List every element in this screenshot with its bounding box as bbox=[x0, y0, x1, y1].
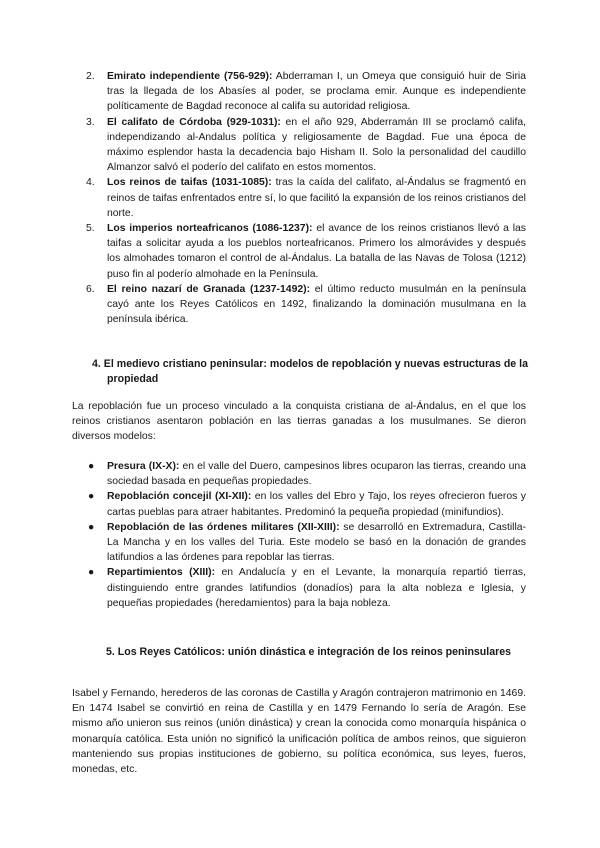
list-item bbox=[86, 459, 526, 489]
list-item bbox=[86, 175, 526, 221]
list-number: 6. bbox=[86, 283, 95, 295]
list-item-title: Presura (IX-X): bbox=[107, 461, 180, 472]
repopulation-models-list bbox=[86, 459, 526, 611]
list-number: 5. bbox=[86, 223, 95, 235]
section-4-intro: La repoblación fue un proceso vinculado a la conquista cristiana de al-Ándalus, en el que los reinos cristianos asentaron población en las tierras ganadas a los musulmanes. Se dieron diversos modelos: bbox=[72, 401, 526, 443]
section-4-heading bbox=[92, 357, 528, 387]
list-item-text: en el valle del Duero, campesinos libres ocuparon las tierras, creando una sociedad basada en pequeñas propiedades. bbox=[107, 461, 526, 488]
list-item-text: el avance de los reinos cristianos llevó a las taifas a solicitar ayuda a los pueblos norteafricanos. Primero los almorávides y después los almohades tomaron el control de al-Ándalus. La batalla de las Navas de Tolosa (1212) puso fin al poderío almohade en la Península. bbox=[107, 223, 526, 280]
list-item-title: Los imperios norteafricanos (1086-1237): bbox=[107, 223, 313, 235]
andalus-periods-list bbox=[86, 69, 526, 327]
list-item bbox=[86, 282, 526, 328]
list-number: 2. bbox=[86, 71, 95, 82]
section-5-body: Isabel y Fernando, herederos de las coronas de Castilla y Aragón contrajeron matrimonio en 1469. En 1474 Isabel se convirtió en reina de Castilla y en 1479 Fernando lo sería de Aragón. Ese mismo año unieron sus reinos (unión dinástica) y crean la conocida como monarquía hispánica o monarquía católica. Esta unión no significó la unificación política de ambos reinos, que siguieron manteniendo sus propias instituciones de gobierno, su política económica, sus leyes, fueros, monedas, etc. bbox=[72, 688, 526, 776]
list-item-text: en el año 929, Abderramán III se proclamó califa, independizando al-Andalus política y religiosamente de Bagdad. Fue una época de máximo esplendor hasta la decadencia bajo Hisham II. Solo la personalidad del caudillo Almanzor salvó el poderío del califato en estos momentos. bbox=[107, 116, 527, 174]
list-item bbox=[86, 565, 526, 611]
bullet-icon: ● bbox=[88, 491, 95, 503]
bullet-icon: ● bbox=[88, 521, 95, 533]
list-number: 4. bbox=[86, 177, 95, 189]
bullet-icon: ● bbox=[88, 567, 95, 579]
section-5-heading: 5. Los Reyes Católicos: unión dinástica e integración de los reinos peninsulares bbox=[106, 646, 512, 658]
list-item-title: Emirato independiente (756-929): bbox=[107, 71, 273, 82]
list-item-title: El reino nazarí de Granada (1237-1492): bbox=[107, 283, 311, 295]
list-item-title: El califato de Córdoba (929-1031): bbox=[107, 116, 281, 128]
list-number: 3. bbox=[86, 116, 95, 128]
list-item-text: se desarrolló en Extremadura, Castilla-La Mancha y en los valles del Turia. Este modelo se basó en la donación de grandes latifundios a las órdenes para repoblar las tierras. bbox=[107, 521, 526, 564]
list-item bbox=[86, 489, 526, 519]
list-item-title: Repoblación de las órdenes militares (XII-XIII): bbox=[107, 521, 340, 533]
list-item-text: en Andalucía y en el Levante, la monarquía repartió tierras, distinguiendo entre grandes latifundios (donadíos) para la alta nobleza e Iglesia, y pequeñas propiedades (heredamientos) para la baja nobleza. bbox=[107, 567, 526, 609]
list-item-text: el último reducto musulmán en la península cayó ante los Reyes Católicos en 1492, finalizando la dominación musulmana en la península ibérica. bbox=[107, 283, 526, 326]
list-item-text: Abderraman I, un Omeya que consiguió huir de Siria tras la llegada de los Abasíes al poder, se proclama emir. Aunque es independiente políticamente de Bagdad reconoce al califa su autoridad religiosa. bbox=[107, 71, 526, 113]
list-item-title: Repartimientos (XIII): bbox=[107, 567, 216, 579]
list-item-text: en los valles del Ebro y Tajo, los reyes ofrecieron fueros y cartas pueblas para atraer habitantes. Predominó la pequeña propiedad (minifundios). bbox=[107, 491, 526, 518]
list-item-title: Repoblación concejil (XI-XII): bbox=[107, 491, 252, 503]
list-item bbox=[86, 115, 526, 176]
list-item bbox=[86, 520, 526, 566]
list-item-title: Los reinos de taifas (1031-1085): bbox=[107, 177, 272, 189]
bullet-icon: ● bbox=[88, 461, 95, 472]
list-item-text: tras la caída del califato, al-Ándalus se fragmentó en reinos de taifas enfrentados entre sí, lo que facilitó la expansión de los reinos cristianos del norte. bbox=[107, 177, 526, 219]
section-4-heading-text: 4. El medievo cristiano peninsular: modelos de repoblación y nuevas estructuras de la propiedad bbox=[92, 358, 528, 385]
list-item bbox=[86, 69, 526, 115]
list-item bbox=[86, 221, 526, 282]
